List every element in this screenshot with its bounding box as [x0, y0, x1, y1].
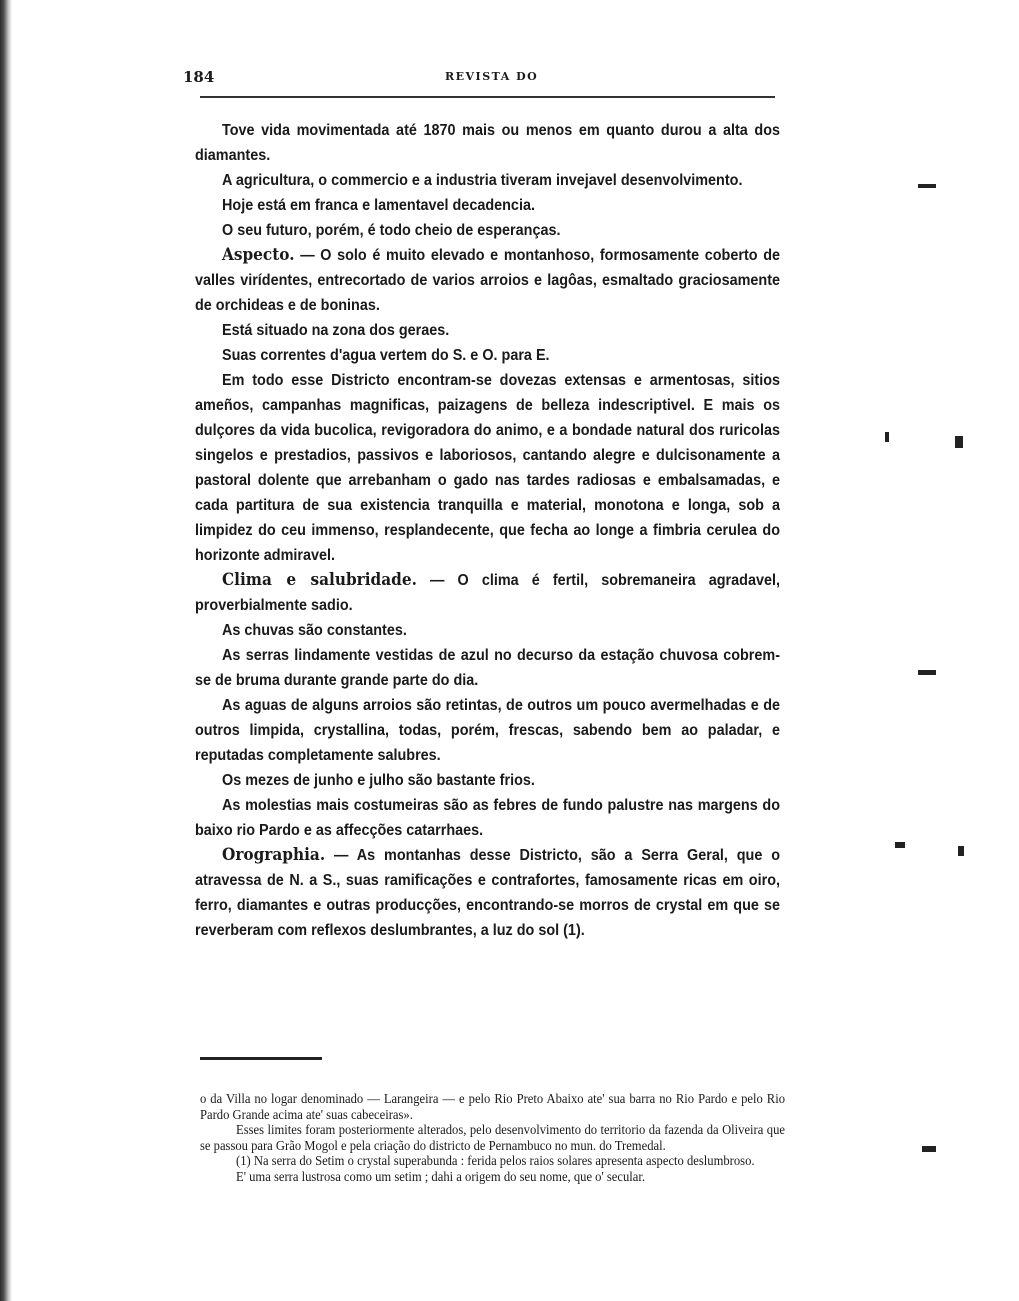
section-heading-orographia: Orographia. — [222, 845, 326, 865]
book-binding-edge — [0, 0, 12, 1301]
section-paragraph-orographia — [195, 843, 780, 943]
paragraph: O seu futuro, porém, é todo cheio de esperanças. — [222, 222, 561, 239]
footnotes — [200, 1092, 785, 1185]
paragraph-text: — O solo é muito elevado e montanhoso, formosamente coberto de valles virídentes, entrecortado de varios arroios e lagôas, esmaltado graciosamente de orchideas e de boninas. — [195, 247, 780, 314]
paragraph: Em todo esse Districto encontram-se dovezas extensas e armentosas, sitios ameños, campanhas magnificas, paizagens de belleza indescriptivel. E mais os dulçores da vida bucolica, revigoradora do animo, e a bondade natural dos ruricolas singelos e prestadios, passivos e laboriosos, cantando alegre e dulcisonamente a pastoral dolente que arrebanham o gado nas tardes radiosas e embalsamadas, e cada partitura de sua existencia tranquilla e material, monotona e longa, sob a limpidez do ceu immenso, resplandecente, que fecha ao longe a fimbria cerulea do horizonte admiravel. — [195, 372, 780, 564]
margin-speck — [895, 842, 905, 848]
header-rule — [200, 96, 775, 98]
page-number: 184 — [183, 68, 215, 86]
margin-speck — [918, 184, 936, 188]
running-head: REVISTA DO — [445, 70, 539, 83]
paragraph: A agricultura, o commercio e a industria tiveram invejavel desenvolvimento. — [222, 172, 743, 189]
margin-speck — [918, 670, 936, 675]
section-heading-aspecto: Aspecto. — [222, 245, 295, 265]
section-paragraph-aspecto — [195, 243, 780, 318]
section-paragraph-clima — [195, 568, 780, 618]
margin-speck — [955, 436, 963, 448]
footnote-rule — [200, 1057, 322, 1060]
paragraph: Suas correntes d'agua vertem do S. e O. para E. — [222, 347, 550, 364]
footnote: (1) Na serra do Setim o crystal superabunda : ferida pelos raios solares apresenta aspecto deslumbroso. — [236, 1154, 755, 1169]
paragraph-text: — O clima é fertil, sobremaneira agradavel, proverbialmente sadio. — [195, 572, 780, 614]
footnote: Esses limites foram posteriormente alterados, pelo desenvolvimento do territorio da fazenda da Oliveira que se passou para Grão Mogol e pela criação do districto de Pernambuco no mun. do Tremedal. — [200, 1123, 785, 1154]
paragraph: Hoje está em franca e lamentavel decadencia. — [222, 197, 535, 214]
paragraph: As chuvas são constantes. — [222, 622, 407, 639]
paragraph-text: — As montanhas desse Districto, são a Serra Geral, que o atravessa de N. a S., suas ramificações e contrafortes, famosamente ricas em oiro, ferro, diamantes e outras producções, encontrando-se morros de crystal em que se reverberam com reflexos deslumbrantes, a luz do sol (1). — [195, 847, 780, 939]
paragraph: Está situado na zona dos geraes. — [222, 322, 450, 339]
margin-speck — [922, 1146, 936, 1152]
paragraph: Os mezes de junho e julho são bastante frios. — [222, 772, 535, 789]
margin-speck — [958, 846, 964, 856]
margin-speck — [885, 432, 889, 442]
footnote: E' uma serra lustrosa como um setim ; dahi a origem do seu nome, que o' secular. — [236, 1169, 646, 1185]
footnote: o da Villa no logar denominado — Larangeira — e pelo Rio Preto Abaixo ate' sua barra no Rio Pardo e pelo Rio Pardo Grande acima ate' suas cabeceiras». — [200, 1092, 785, 1123]
body-text — [195, 118, 780, 943]
paragraph: As aguas de alguns arroios são retintas, de outros um pouco avermelhadas e de outros limpida, crystallina, todas, porém, frescas, sabendo bem ao paladar, e reputadas completamente salubres. — [195, 697, 780, 764]
page-header — [183, 66, 773, 88]
section-heading-clima: Clima e salubridade. — [222, 570, 417, 590]
paragraph: As serras lindamente vestidas de azul no decurso da estação chuvosa cobrem-se de bruma durante grande parte do dia. — [195, 647, 780, 689]
paragraph: Tove vida movimentada até 1870 mais ou menos em quanto durou a alta dos diamantes. — [195, 122, 780, 164]
paragraph: As molestias mais costumeiras são as febres de fundo palustre nas margens do baixo rio Pardo e as affecções catarrhaes. — [195, 797, 780, 839]
